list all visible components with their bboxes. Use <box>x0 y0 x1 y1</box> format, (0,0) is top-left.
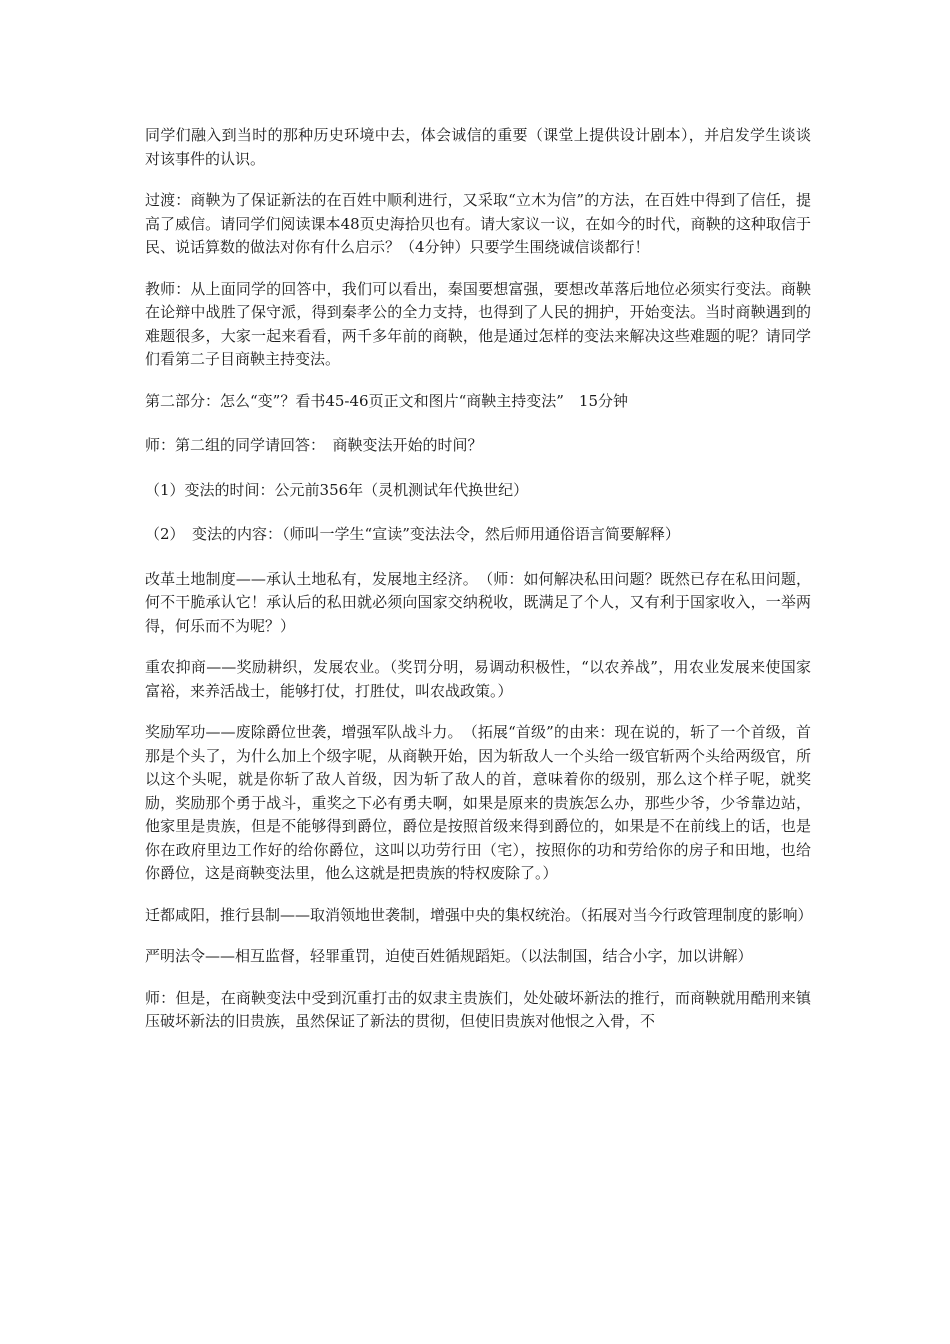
paragraph-opposition: 师：但是，在商鞅变法中受到沉重打击的奴隶主贵族们，处处破坏新法的推行，而商鞅就用酷刑来镇压破坏新法的旧贵族，虽然保证了新法的贯彻，但使旧贵族对他恨之入骨，不 <box>145 988 811 1030</box>
document-body <box>145 124 811 1052</box>
paragraph-question-time: 师：第二组的同学请回答： 商鞅变法开始的时间？ <box>145 436 483 454</box>
paragraph-part-two-heading: 第二部分：怎么“变”？看书45-46页正文和图片“商鞅主持变法” 15分钟 <box>145 391 629 410</box>
paragraph-military-merit: 奖励军功——废除爵位世袭，增强军队战斗力。 （拓展“首级”的由来：现在说的，斩了一个首级，首那是个头了，为什么加上个级字呢，从商鞅开始，因为斩敌人一个头给一级官斩两个头给两级官，所以这个头呢，就是你斩了敌人首级，因为斩了敌人的首，意味着你的级别，那么这个样子呢，就奖励，奖励那个勇于战斗，重奖之下必有勇夫啊，如果是原来的贵族怎么办，那些少爷，少爷靠边站，他家里是贵族，但是不能够得到爵位，爵位是按照首级来得到爵位的，如果是不在前线上的话，也是你在政府里边工作好的给你爵位，这叫以功劳行田（宅），按照你的功和劳给你的房子和田地，也给你爵位，这是商鞅变法里，他么这就是把贵族的特权废除了。） <box>145 723 811 882</box>
paragraph-reform-time: （1）变法的时间：公元前356年（灵机测试年代换世纪） <box>145 480 529 499</box>
paragraph-county-system: 迁都咸阳，推行县制——取消领地世袭制，增强中央的集权统治。（拓展对当今行政管理制度的影响） <box>145 905 813 924</box>
paragraph-strict-law: 严明法令——相互监督，轻罪重罚，迫使百姓循规蹈矩。（以法制国，结合小字，加以讲解） <box>145 947 753 965</box>
paragraph-reform-content: （2） 变法的内容：（师叫一学生“宣读”变法法令，然后师用通俗语言简要解释） <box>145 525 680 543</box>
paragraph-transition: 过渡：商鞅为了保证新法的在百姓中顺利进行，又采取“立木为信”的方法，在百姓中得到了信任，提高了威信。请同学们阅读课本48页史海拾贝也有。请大家议一议，在如今的时代，商鞅的这种取信于民、说话算数的做法对你有什么启示？（4分钟）只要学生围绕诚信谈都行！ <box>145 191 811 256</box>
paragraph-agriculture: 重农抑商——奖励耕织，发展农业。（奖罚分明，易调动积极性，“以农养战”，用农业发展来使国家富裕，来养活战士，能够打仗，打胜仗，叫农战政策。） <box>145 658 811 700</box>
paragraph-teacher-summary: 教师：从上面同学的回答中，我们可以看出，秦国要想富强，要想改革落后地位必须实行变法。商鞅在论辩中战胜了保守派，得到秦孝公的全力支持，也得到了人民的拥护，开始变法。当时商鞅遇到的难题很多，大家一起来看看，两千多年前的商鞅，他是通过怎样的变法来解决这些难题的呢？请同学们看第二子目商鞅主持变法。 <box>145 279 811 368</box>
paragraph-intro-continuation: 同学们融入到当时的那种历史环境中去，体会诚信的重要（课堂上提供设计剧本），并启发学生谈谈对该事件的认识。 <box>145 126 811 168</box>
paragraph-land-reform: 改革土地制度——承认土地私有，发展地主经济。 （师：如何解决私田问题？既然已存在私田问题，何不干脆承认它！承认后的私田就必须向国家交纳税收，既满足了个人，又有利于国家收入，一举两得，何乐而不为呢？） <box>145 569 811 635</box>
